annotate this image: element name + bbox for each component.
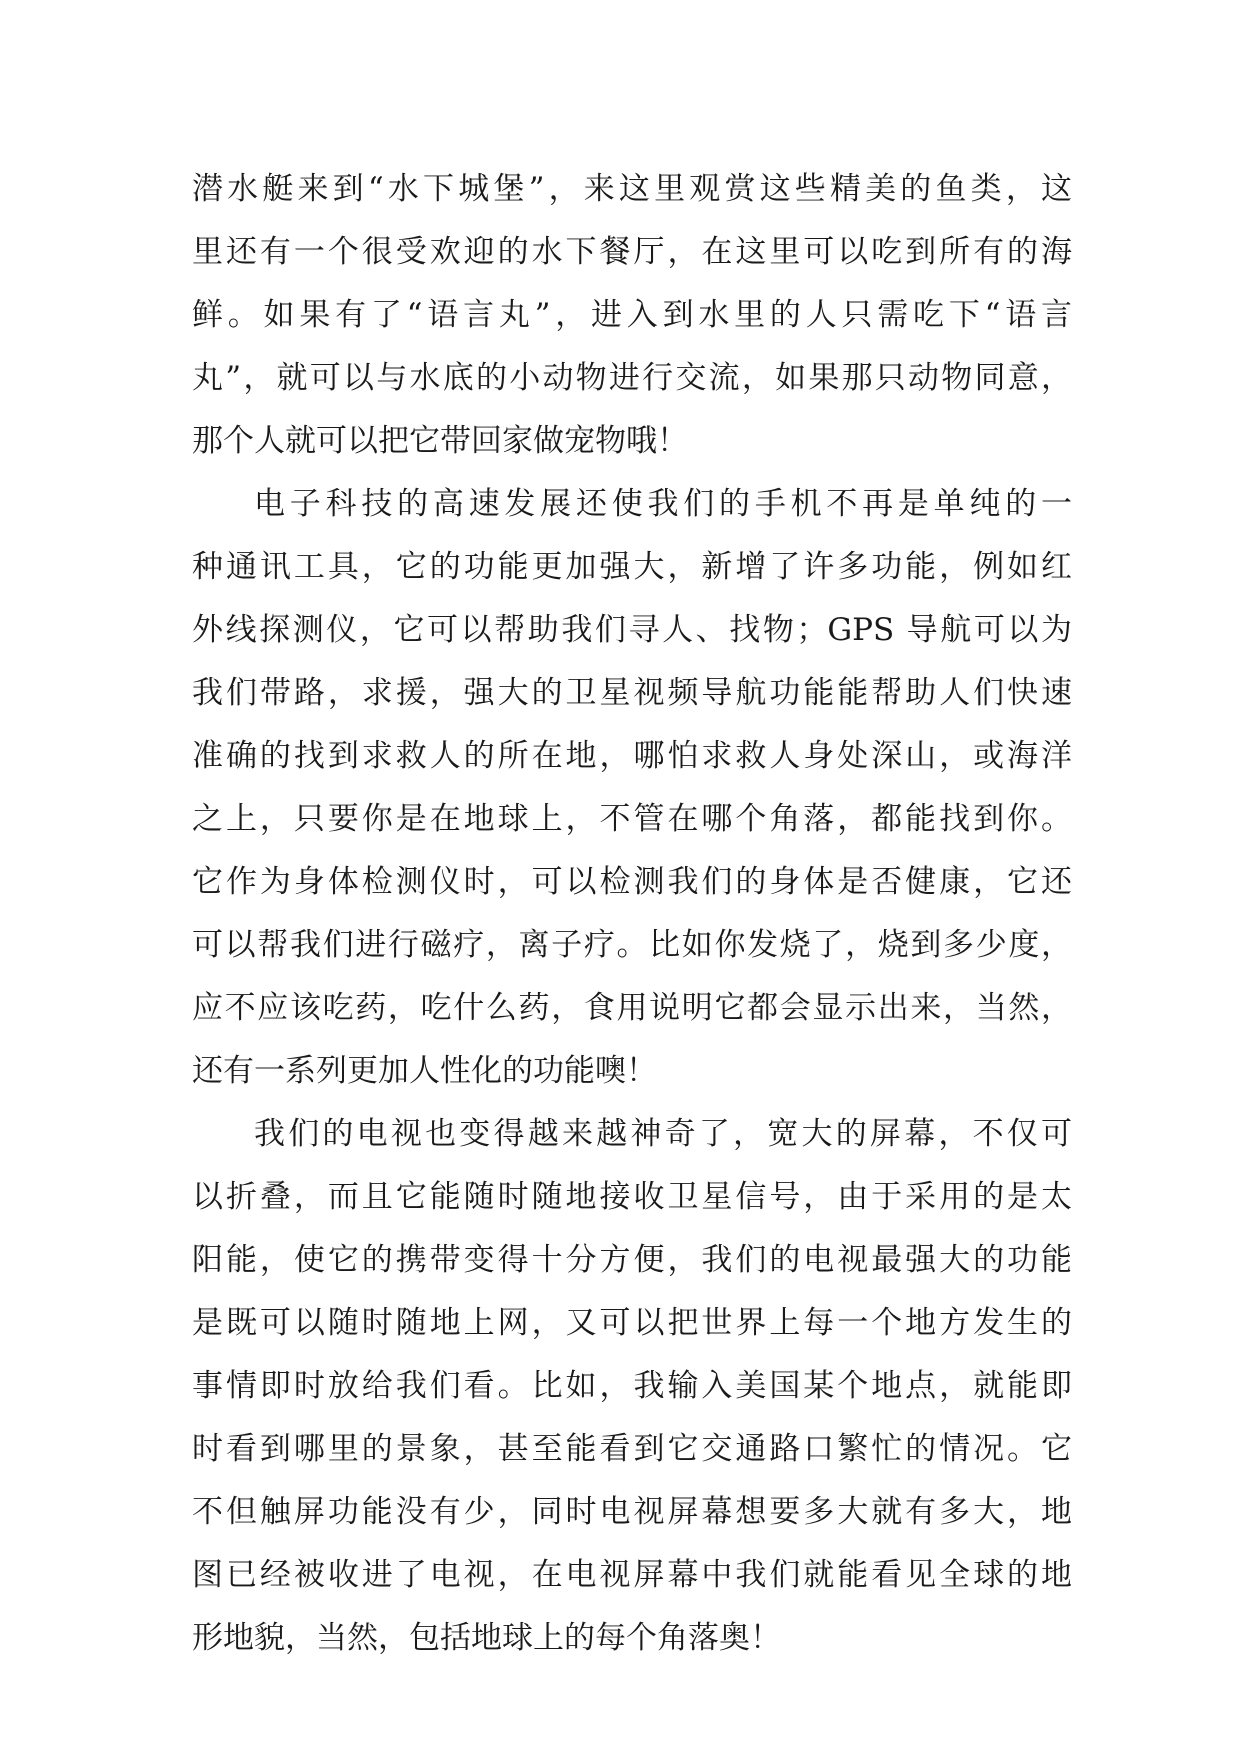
text-line: 种通讯工具，它的功能更加强大，新增了许多功能，例如红: [192, 549, 1072, 585]
text-line: 事情即时放给我们看。比如，我输入美国某个地点，就能即: [192, 1368, 1072, 1404]
text-line: 鲜。如果有了“语言丸”，进入到水里的人只需吃下“语言: [192, 297, 1072, 333]
text-line: 它作为身体检测仪时，可以检测我们的身体是否健康，它还: [192, 864, 1072, 900]
text-line: 丸”，就可以与水底的小动物进行交流，如果那只动物同意，: [192, 360, 1072, 396]
text-line: 形地貌，当然，包括地球上的每个角落奥！: [192, 1620, 781, 1656]
text-line: 应不应该吃药，吃什么药，食用说明它都会显示出来，当然，: [192, 990, 1072, 1026]
text-line: 之上，只要你是在地球上，不管在哪个角落，都能找到你。: [192, 801, 1072, 837]
text-line: 电子科技的高速发展还使我们的手机不再是单纯的一: [254, 486, 1072, 522]
text-line: 准确的找到求救人的所在地，哪怕求救人身处深山，或海洋: [192, 738, 1072, 774]
text-line: 潜水艇来到“水下城堡”，来这里观赏这些精美的鱼类，这: [192, 171, 1072, 207]
text-line: 阳能，使它的携带变得十分方便，我们的电视最强大的功能: [192, 1242, 1072, 1278]
text-line: 以折叠，而且它能随时随地接收卫星信号，由于采用的是太: [192, 1179, 1072, 1215]
text-line: 我们的电视也变得越来越神奇了，宽大的屏幕，不仅可: [254, 1116, 1072, 1152]
text-line: 我们带路，求援，强大的卫星视频导航功能能帮助人们快速: [192, 675, 1072, 711]
text-line: 还有一系列更加人性化的功能噢！: [192, 1053, 657, 1089]
document-page: [192, 158, 1072, 1670]
text-line: 外线探测仪，它可以帮助我们寻人、找物；GPS 导航可以为: [192, 612, 1072, 648]
text-line: 是既可以随时随地上网，又可以把世界上每一个地方发生的: [192, 1305, 1072, 1341]
text-line: 时看到哪里的景象，甚至能看到它交通路口繁忙的情况。它: [192, 1431, 1072, 1467]
text-line: 里还有一个很受欢迎的水下餐厅，在这里可以吃到所有的海: [192, 234, 1072, 270]
text-line: 可以帮我们进行磁疗，离子疗。比如你发烧了，烧到多少度，: [192, 927, 1072, 963]
text-line: 不但触屏功能没有少，同时电视屏幕想要多大就有多大，地: [192, 1494, 1072, 1530]
text-line: 那个人就可以把它带回家做宠物哦！: [192, 423, 688, 459]
text-line: 图已经被收进了电视，在电视屏幕中我们就能看见全球的地: [192, 1557, 1072, 1593]
